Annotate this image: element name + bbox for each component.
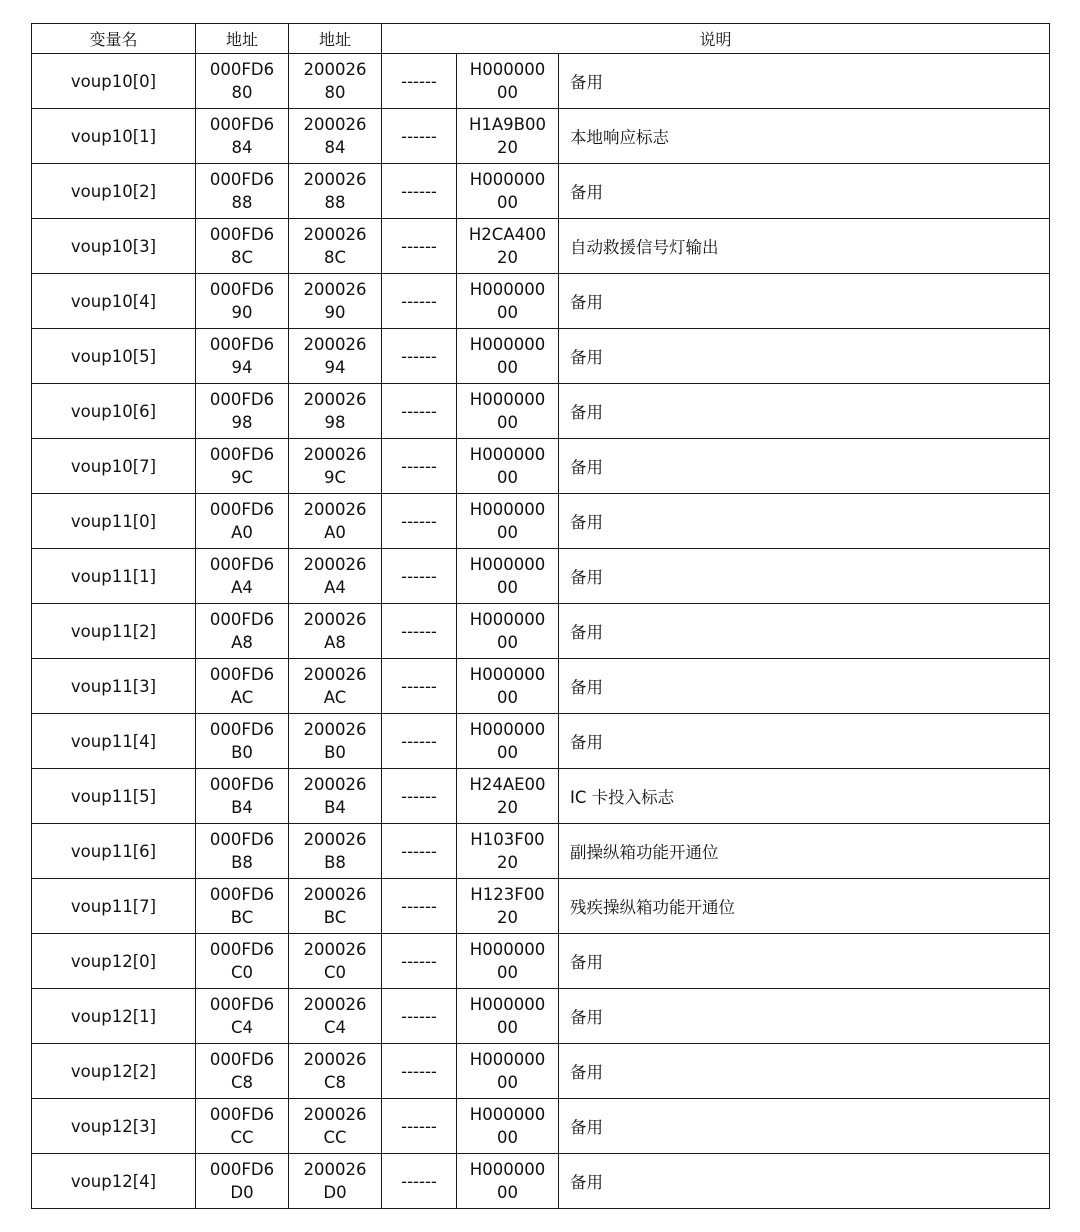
- address-2-cell: [289, 1044, 382, 1099]
- dash-cell: ------: [382, 934, 457, 989]
- address-1-cell: [196, 549, 289, 604]
- value-line-1: H000000: [469, 995, 546, 1014]
- table-header-row: [32, 24, 1050, 54]
- dash-cell: ------: [382, 879, 457, 934]
- address-2-line-2: C8: [323, 1073, 347, 1092]
- value-line-1: H000000: [469, 170, 546, 189]
- description-cell: 备用: [559, 714, 1050, 769]
- address-2-line-2: A4: [324, 578, 346, 597]
- table-row: [32, 769, 1050, 824]
- value-line-1: H1A9B00: [468, 115, 546, 134]
- description-cell: 备用: [559, 384, 1050, 439]
- variable-name-cell: voup11[0]: [32, 494, 196, 549]
- address-1-cell: [196, 384, 289, 439]
- address-2-line-2: 94: [324, 358, 346, 377]
- variable-name-cell: voup11[3]: [32, 659, 196, 714]
- address-2-line-1: 200026: [303, 995, 367, 1014]
- address-1-line-1: 000FD6: [209, 610, 275, 629]
- value-cell: [457, 1154, 559, 1209]
- address-2-line-1: 200026: [303, 390, 367, 409]
- value-cell: [457, 164, 559, 219]
- dash-cell: ------: [382, 1154, 457, 1209]
- address-2-line-1: 200026: [303, 885, 367, 904]
- address-2-line-2: 80: [324, 83, 346, 102]
- value-line-2: 00: [497, 1128, 518, 1147]
- variable-name-cell: voup10[6]: [32, 384, 196, 439]
- dash-cell: ------: [382, 494, 457, 549]
- table-row: [32, 879, 1050, 934]
- dash-cell: ------: [382, 549, 457, 604]
- address-2-cell: [289, 54, 382, 109]
- address-2-line-2: A0: [324, 523, 346, 542]
- description-cell: 备用: [559, 1044, 1050, 1099]
- value-line-1: H000000: [469, 940, 546, 959]
- address-1-line-2: CC: [230, 1128, 254, 1147]
- address-2-cell: [289, 659, 382, 714]
- address-1-line-2: D0: [230, 1183, 254, 1202]
- address-2-line-1: 200026: [303, 720, 367, 739]
- value-line-1: H2CA400: [468, 225, 547, 244]
- address-2-line-2: 90: [324, 303, 346, 322]
- address-1-line-2: A4: [231, 578, 253, 597]
- address-2-line-2: 9C: [323, 468, 347, 487]
- table-row: [32, 109, 1050, 164]
- variable-name-cell: voup11[6]: [32, 824, 196, 879]
- value-line-2: 00: [497, 963, 518, 982]
- value-cell: [457, 659, 559, 714]
- table-row: [32, 54, 1050, 109]
- address-2-cell: [289, 879, 382, 934]
- address-1-line-1: 000FD6: [209, 500, 275, 519]
- table-row: [32, 1154, 1050, 1209]
- address-1-line-2: A0: [231, 523, 253, 542]
- description-cell: 备用: [559, 494, 1050, 549]
- description-cell: 备用: [559, 1154, 1050, 1209]
- header-address-1: 地址: [196, 24, 289, 54]
- address-2-line-1: 200026: [303, 445, 367, 464]
- header-variable-name: 变量名: [32, 24, 196, 54]
- address-1-cell: [196, 769, 289, 824]
- description-cell: 备用: [559, 54, 1050, 109]
- value-cell: [457, 879, 559, 934]
- address-2-line-2: CC: [323, 1128, 347, 1147]
- table-row: [32, 1044, 1050, 1099]
- value-cell: [457, 604, 559, 659]
- dash-cell: ------: [382, 384, 457, 439]
- address-2-line-1: 200026: [303, 115, 367, 134]
- value-line-2: 00: [497, 83, 518, 102]
- address-2-line-1: 200026: [303, 60, 367, 79]
- value-line-1: H000000: [469, 1050, 546, 1069]
- table-row: [32, 659, 1050, 714]
- value-line-1: H000000: [469, 610, 546, 629]
- address-2-cell: [289, 384, 382, 439]
- value-cell: [457, 494, 559, 549]
- address-2-line-2: BC: [323, 908, 347, 927]
- address-1-cell: [196, 1154, 289, 1209]
- address-1-line-2: 94: [231, 358, 253, 377]
- address-2-line-1: 200026: [303, 500, 367, 519]
- variable-name-cell: voup11[4]: [32, 714, 196, 769]
- address-1-cell: [196, 494, 289, 549]
- dash-cell: ------: [382, 1099, 457, 1154]
- header-description: 说明: [382, 24, 1050, 54]
- value-line-2: 00: [497, 688, 518, 707]
- table-row: [32, 494, 1050, 549]
- dash-cell: ------: [382, 329, 457, 384]
- address-1-line-1: 000FD6: [209, 1050, 275, 1069]
- value-line-2: 20: [497, 248, 518, 267]
- address-1-cell: [196, 879, 289, 934]
- address-2-line-1: 200026: [303, 940, 367, 959]
- address-1-line-1: 000FD6: [209, 60, 275, 79]
- value-cell: [457, 329, 559, 384]
- value-line-2: 00: [497, 358, 518, 377]
- dash-cell: ------: [382, 219, 457, 274]
- table-row: [32, 164, 1050, 219]
- address-2-line-1: 200026: [303, 555, 367, 574]
- value-line-2: 00: [497, 303, 518, 322]
- variable-name-cell: voup11[7]: [32, 879, 196, 934]
- value-line-1: H000000: [469, 390, 546, 409]
- address-2-line-1: 200026: [303, 225, 367, 244]
- address-1-line-2: 90: [231, 303, 253, 322]
- address-2-line-2: B0: [324, 743, 346, 762]
- value-line-2: 00: [497, 413, 518, 432]
- value-line-1: H000000: [469, 335, 546, 354]
- description-cell: 备用: [559, 274, 1050, 329]
- dash-cell: ------: [382, 274, 457, 329]
- address-2-line-2: B4: [324, 798, 346, 817]
- address-1-cell: [196, 439, 289, 494]
- address-2-cell: [289, 769, 382, 824]
- address-2-cell: [289, 1099, 382, 1154]
- address-1-line-2: 84: [231, 138, 253, 157]
- description-cell: 本地响应标志: [559, 109, 1050, 164]
- address-2-line-1: 200026: [303, 335, 367, 354]
- dash-cell: ------: [382, 109, 457, 164]
- address-2-line-2: 98: [324, 413, 346, 432]
- address-2-cell: [289, 824, 382, 879]
- dash-cell: ------: [382, 439, 457, 494]
- address-1-cell: [196, 604, 289, 659]
- value-cell: [457, 219, 559, 274]
- variable-name-cell: voup10[2]: [32, 164, 196, 219]
- address-1-line-2: C0: [230, 963, 254, 982]
- address-1-line-1: 000FD6: [209, 720, 275, 739]
- value-line-2: 20: [497, 908, 518, 927]
- value-cell: [457, 714, 559, 769]
- address-2-cell: [289, 329, 382, 384]
- value-cell: [457, 109, 559, 164]
- variable-name-cell: voup12[4]: [32, 1154, 196, 1209]
- address-1-line-1: 000FD6: [209, 665, 275, 684]
- value-line-1: H103F00: [470, 830, 545, 849]
- variable-name-cell: voup10[0]: [32, 54, 196, 109]
- value-line-2: 00: [497, 523, 518, 542]
- address-2-line-1: 200026: [303, 775, 367, 794]
- table-row: [32, 714, 1050, 769]
- value-line-1: H000000: [469, 1160, 546, 1179]
- address-1-cell: [196, 989, 289, 1044]
- address-2-cell: [289, 549, 382, 604]
- description-cell: IC 卡投入标志: [559, 769, 1050, 824]
- dash-cell: ------: [382, 1044, 457, 1099]
- address-2-line-1: 200026: [303, 280, 367, 299]
- description-cell: 残疾操纵箱功能开通位: [559, 879, 1050, 934]
- value-line-1: H000000: [469, 500, 546, 519]
- value-line-2: 00: [497, 1018, 518, 1037]
- dash-cell: ------: [382, 604, 457, 659]
- address-2-cell: [289, 934, 382, 989]
- dash-cell: ------: [382, 164, 457, 219]
- address-1-line-1: 000FD6: [209, 1160, 275, 1179]
- address-1-line-2: 8C: [230, 248, 254, 267]
- variable-name-cell: voup11[5]: [32, 769, 196, 824]
- address-1-line-1: 000FD6: [209, 940, 275, 959]
- value-line-2: 00: [497, 743, 518, 762]
- value-line-1: H000000: [469, 280, 546, 299]
- value-line-1: H000000: [469, 665, 546, 684]
- address-2-line-2: 88: [324, 193, 346, 212]
- value-line-2: 00: [497, 633, 518, 652]
- value-line-1: H000000: [469, 445, 546, 464]
- address-2-line-1: 200026: [303, 1160, 367, 1179]
- value-cell: [457, 274, 559, 329]
- address-2-line-1: 200026: [303, 170, 367, 189]
- value-cell: [457, 934, 559, 989]
- address-1-cell: [196, 1044, 289, 1099]
- dash-cell: ------: [382, 54, 457, 109]
- address-2-line-2: B8: [324, 853, 346, 872]
- address-2-line-2: 84: [324, 138, 346, 157]
- description-cell: 备用: [559, 549, 1050, 604]
- address-1-line-2: A8: [231, 633, 253, 652]
- value-line-1: H000000: [469, 60, 546, 79]
- address-1-line-1: 000FD6: [209, 280, 275, 299]
- address-2-line-2: C0: [323, 963, 347, 982]
- variable-name-cell: voup10[7]: [32, 439, 196, 494]
- value-line-1: H000000: [469, 555, 546, 574]
- address-2-line-1: 200026: [303, 1050, 367, 1069]
- address-2-line-1: 200026: [303, 1105, 367, 1124]
- address-1-line-1: 000FD6: [209, 1105, 275, 1124]
- address-2-line-2: D0: [323, 1183, 347, 1202]
- table-body: [32, 54, 1050, 1209]
- address-1-line-1: 000FD6: [209, 170, 275, 189]
- table-row: [32, 384, 1050, 439]
- description-cell: 备用: [559, 329, 1050, 384]
- variable-name-cell: voup11[2]: [32, 604, 196, 659]
- value-cell: [457, 1044, 559, 1099]
- address-2-cell: [289, 989, 382, 1044]
- address-1-line-2: B0: [231, 743, 253, 762]
- address-1-cell: [196, 659, 289, 714]
- description-cell: 备用: [559, 989, 1050, 1044]
- variable-name-cell: voup12[1]: [32, 989, 196, 1044]
- value-line-2: 20: [497, 853, 518, 872]
- address-1-line-2: AC: [230, 688, 254, 707]
- address-1-line-1: 000FD6: [209, 390, 275, 409]
- address-1-line-1: 000FD6: [209, 555, 275, 574]
- value-line-2: 00: [497, 193, 518, 212]
- variable-name-cell: voup12[2]: [32, 1044, 196, 1099]
- value-line-2: 00: [497, 468, 518, 487]
- address-2-cell: [289, 604, 382, 659]
- address-1-line-1: 000FD6: [209, 445, 275, 464]
- header-address-2: 地址: [289, 24, 382, 54]
- address-1-cell: [196, 934, 289, 989]
- address-1-line-2: B4: [231, 798, 253, 817]
- value-line-1: H000000: [469, 1105, 546, 1124]
- address-1-cell: [196, 824, 289, 879]
- address-1-line-2: 88: [231, 193, 253, 212]
- address-1-cell: [196, 714, 289, 769]
- value-line-1: H24AE00: [469, 775, 546, 794]
- variable-name-cell: voup10[1]: [32, 109, 196, 164]
- description-cell: 副操纵箱功能开通位: [559, 824, 1050, 879]
- address-1-line-1: 000FD6: [209, 225, 275, 244]
- address-1-line-2: 98: [231, 413, 253, 432]
- value-line-2: 20: [497, 138, 518, 157]
- description-cell: 备用: [559, 1099, 1050, 1154]
- value-line-2: 20: [497, 798, 518, 817]
- description-cell: 备用: [559, 164, 1050, 219]
- variable-name-cell: voup12[3]: [32, 1099, 196, 1154]
- variable-name-cell: voup10[5]: [32, 329, 196, 384]
- address-2-line-1: 200026: [303, 665, 367, 684]
- variable-name-cell: voup11[1]: [32, 549, 196, 604]
- table-row: [32, 274, 1050, 329]
- address-1-line-1: 000FD6: [209, 335, 275, 354]
- address-1-line-1: 000FD6: [209, 830, 275, 849]
- table-row: [32, 219, 1050, 274]
- dash-cell: ------: [382, 714, 457, 769]
- value-line-2: 00: [497, 578, 518, 597]
- address-1-line-2: 9C: [230, 468, 254, 487]
- description-cell: 备用: [559, 659, 1050, 714]
- variable-name-cell: voup12[0]: [32, 934, 196, 989]
- address-1-cell: [196, 274, 289, 329]
- table-row: [32, 1099, 1050, 1154]
- value-cell: [457, 769, 559, 824]
- address-1-line-1: 000FD6: [209, 885, 275, 904]
- description-cell: 备用: [559, 439, 1050, 494]
- address-1-line-1: 000FD6: [209, 775, 275, 794]
- address-2-line-2: C4: [323, 1018, 347, 1037]
- value-cell: [457, 54, 559, 109]
- address-1-line-2: B8: [231, 853, 253, 872]
- address-2-cell: [289, 494, 382, 549]
- address-1-line-2: C4: [230, 1018, 254, 1037]
- address-2-line-2: A8: [324, 633, 346, 652]
- address-1-cell: [196, 1099, 289, 1154]
- address-1-line-2: C8: [230, 1073, 254, 1092]
- description-cell: 备用: [559, 604, 1050, 659]
- address-2-cell: [289, 274, 382, 329]
- value-line-1: H000000: [469, 720, 546, 739]
- address-2-cell: [289, 439, 382, 494]
- table-row: [32, 439, 1050, 494]
- address-2-line-1: 200026: [303, 610, 367, 629]
- table-row: [32, 329, 1050, 384]
- variable-name-cell: voup10[3]: [32, 219, 196, 274]
- address-2-line-2: 8C: [323, 248, 347, 267]
- table-row: [32, 824, 1050, 879]
- value-line-2: 00: [497, 1073, 518, 1092]
- table-row: [32, 549, 1050, 604]
- register-table: [31, 23, 1050, 1209]
- address-1-line-1: 000FD6: [209, 115, 275, 134]
- description-cell: 备用: [559, 934, 1050, 989]
- dash-cell: ------: [382, 989, 457, 1044]
- dash-cell: ------: [382, 659, 457, 714]
- address-1-cell: [196, 329, 289, 384]
- address-2-line-1: 200026: [303, 830, 367, 849]
- address-1-line-2: BC: [230, 908, 254, 927]
- address-1-cell: [196, 54, 289, 109]
- value-cell: [457, 549, 559, 604]
- address-2-cell: [289, 164, 382, 219]
- value-cell: [457, 824, 559, 879]
- address-1-line-2: 80: [231, 83, 253, 102]
- address-1-cell: [196, 164, 289, 219]
- table-row: [32, 604, 1050, 659]
- value-cell: [457, 384, 559, 439]
- address-2-cell: [289, 1154, 382, 1209]
- value-cell: [457, 1099, 559, 1154]
- address-2-cell: [289, 714, 382, 769]
- variable-name-cell: voup10[4]: [32, 274, 196, 329]
- address-2-cell: [289, 109, 382, 164]
- dash-cell: ------: [382, 824, 457, 879]
- address-1-cell: [196, 219, 289, 274]
- value-cell: [457, 989, 559, 1044]
- value-cell: [457, 439, 559, 494]
- value-line-2: 00: [497, 1183, 518, 1202]
- table-row: [32, 989, 1050, 1044]
- address-2-cell: [289, 219, 382, 274]
- address-1-cell: [196, 109, 289, 164]
- value-line-1: H123F00: [470, 885, 545, 904]
- address-1-line-1: 000FD6: [209, 995, 275, 1014]
- address-2-line-2: AC: [323, 688, 347, 707]
- table-row: [32, 934, 1050, 989]
- dash-cell: ------: [382, 769, 457, 824]
- description-cell: 自动救援信号灯输出: [559, 219, 1050, 274]
